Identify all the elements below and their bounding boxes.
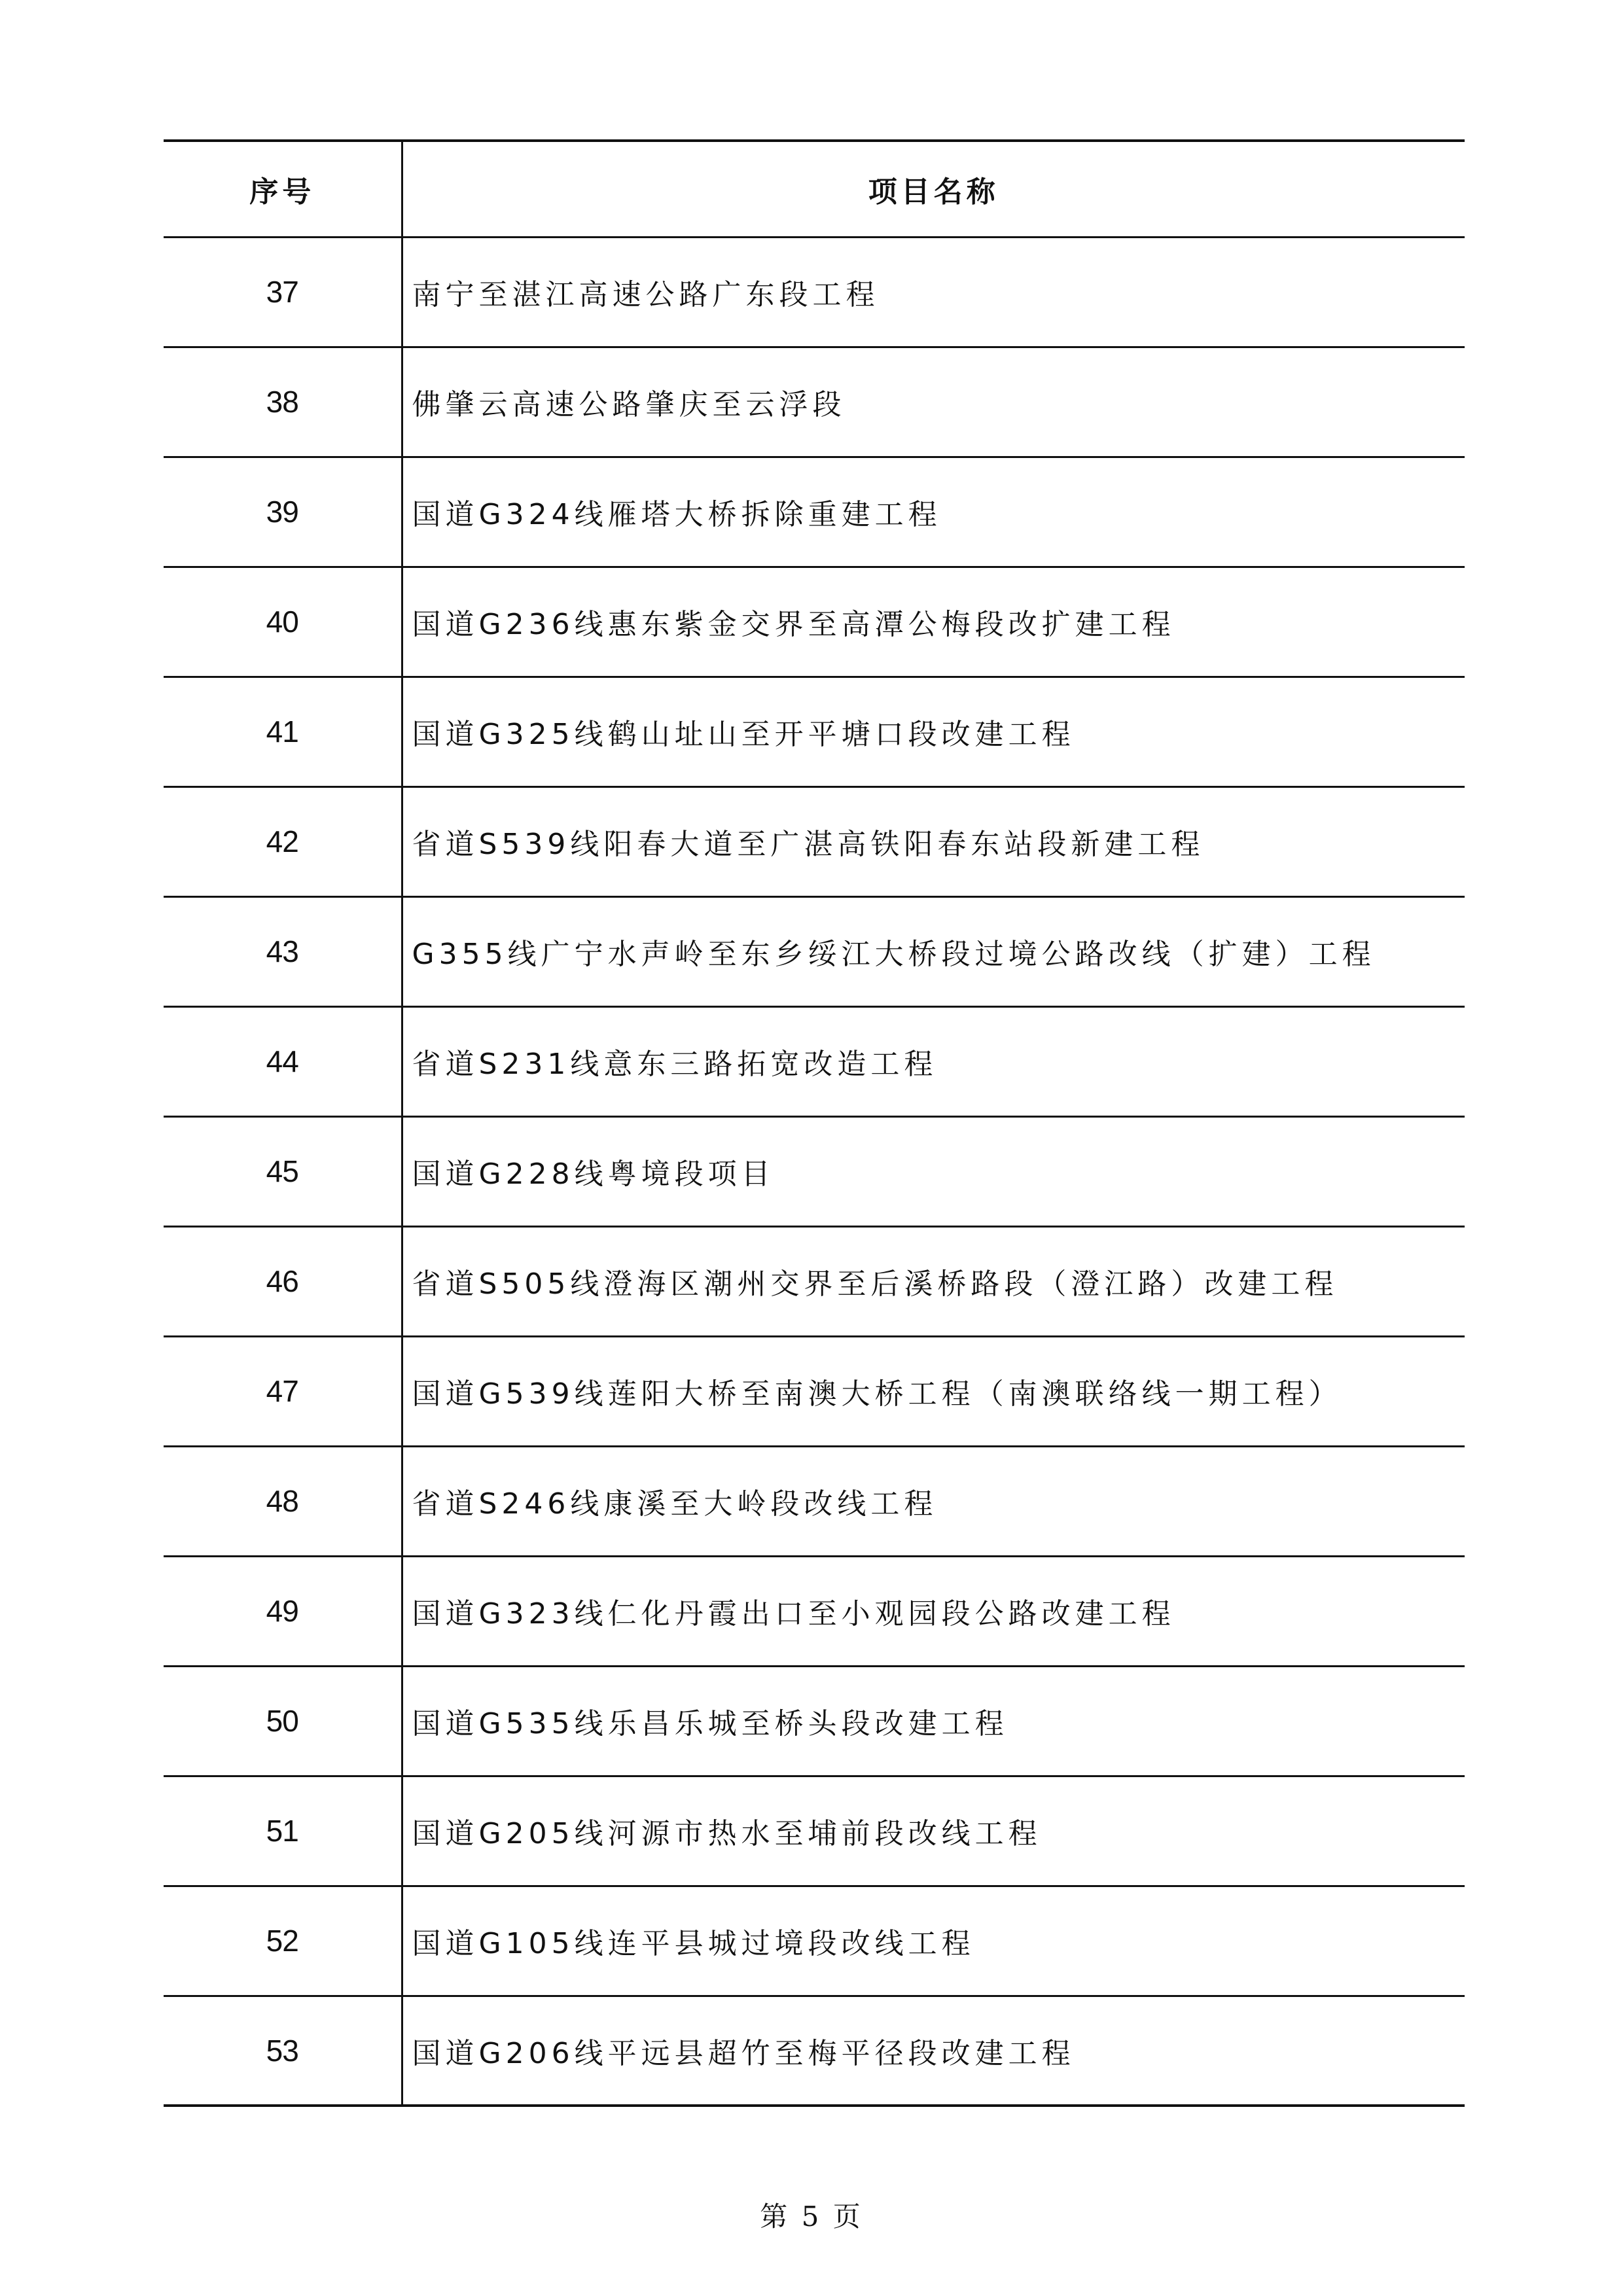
header-project-name: 项目名称 — [402, 141, 1465, 237]
table-row — [164, 1556, 1465, 1666]
table-row — [164, 896, 1465, 1006]
row-seq: 51 — [164, 1776, 402, 1886]
table-header-row — [164, 141, 1465, 237]
row-seq: 42 — [164, 786, 402, 896]
row-project-name: 国道G325线鹤山址山至开平塘口段改建工程 — [402, 677, 1465, 786]
row-seq: 44 — [164, 1006, 402, 1116]
row-project-name: 省道S231线意东三路拓宽改造工程 — [402, 1006, 1465, 1116]
project-table — [164, 139, 1465, 2107]
row-seq: 48 — [164, 1446, 402, 1556]
row-seq: 45 — [164, 1116, 402, 1226]
table-row — [164, 1116, 1465, 1226]
row-seq: 53 — [164, 1996, 402, 2106]
row-project-name: 国道G324线雁塔大桥拆除重建工程 — [402, 457, 1465, 567]
row-project-name: 省道S505线澄海区潮州交界至后溪桥路段（澄江路）改建工程 — [402, 1226, 1465, 1336]
row-project-name: 国道G535线乐昌乐城至桥头段改建工程 — [402, 1666, 1465, 1776]
row-seq: 37 — [164, 237, 402, 347]
table-row — [164, 1006, 1465, 1116]
table-row — [164, 677, 1465, 786]
row-seq: 41 — [164, 677, 402, 786]
row-seq: 47 — [164, 1336, 402, 1446]
table-header — [164, 141, 1465, 237]
row-seq: 43 — [164, 896, 402, 1006]
table-row — [164, 1776, 1465, 1886]
row-seq: 49 — [164, 1556, 402, 1666]
row-project-name: 国道G539线莲阳大桥至南澳大桥工程（南澳联络线一期工程） — [402, 1336, 1465, 1446]
table-row — [164, 567, 1465, 677]
row-project-name: 省道S539线阳春大道至广湛高铁阳春东站段新建工程 — [402, 786, 1465, 896]
row-seq: 50 — [164, 1666, 402, 1776]
row-seq: 39 — [164, 457, 402, 567]
row-seq: 40 — [164, 567, 402, 677]
table-row — [164, 1336, 1465, 1446]
table-row — [164, 237, 1465, 347]
table-row — [164, 1666, 1465, 1776]
row-project-name: 南宁至湛江高速公路广东段工程 — [402, 237, 1465, 347]
row-project-name: 国道G206线平远县超竹至梅平径段改建工程 — [402, 1996, 1465, 2106]
table-row — [164, 1226, 1465, 1336]
row-project-name: 省道S246线康溪至大岭段改线工程 — [402, 1446, 1465, 1556]
table-row — [164, 786, 1465, 896]
table-row — [164, 347, 1465, 457]
row-project-name: 国道G105线连平县城过境段改线工程 — [402, 1886, 1465, 1996]
row-project-name: G355线广宁水声岭至东乡绥江大桥段过境公路改线（扩建）工程 — [402, 896, 1465, 1006]
row-project-name: 国道G205线河源市热水至埔前段改线工程 — [402, 1776, 1465, 1886]
table-row — [164, 1996, 1465, 2106]
row-project-name: 国道G228线粤境段项目 — [402, 1116, 1465, 1226]
row-seq: 46 — [164, 1226, 402, 1336]
table-row — [164, 1446, 1465, 1556]
table-row — [164, 457, 1465, 567]
header-seq: 序号 — [164, 141, 402, 237]
page-number: 第 5 页 — [760, 2200, 863, 2233]
table-row — [164, 1886, 1465, 1996]
table-body — [164, 237, 1465, 2106]
row-project-name: 国道G323线仁化丹霞出口至小观园段公路改建工程 — [402, 1556, 1465, 1666]
row-project-name: 佛肇云高速公路肇庆至云浮段 — [402, 347, 1465, 457]
row-project-name: 国道G236线惠东紫金交界至高潭公梅段改扩建工程 — [402, 567, 1465, 677]
row-seq: 38 — [164, 347, 402, 457]
row-seq: 52 — [164, 1886, 402, 1996]
